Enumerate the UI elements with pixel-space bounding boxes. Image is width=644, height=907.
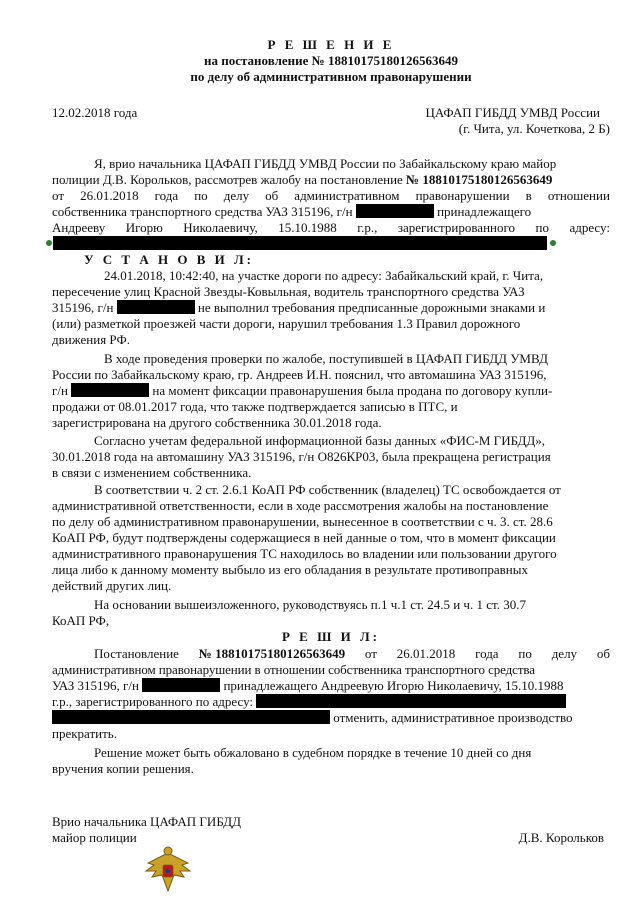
decided-line-5: отменить, административное производство: [52, 709, 610, 727]
established-p3-line-3: в связи с изменением собственника.: [52, 465, 252, 480]
decided-line-3: УАЗ 315196, г/н принадлежащего Андреевую Игорю Николаевичу, 15.10.1988: [52, 678, 564, 693]
decided-line-2: административном правонарушении в отношении собственника транспортного средства: [52, 662, 535, 677]
signatory-position-1: Врио начальника ЦАФАП ГИБДД: [52, 814, 242, 829]
established-p4-line-2: административной ответственности, если в ходе рассмотрения жалобы на постановление: [52, 498, 549, 513]
established-p2-line-4: продажи от 08.01.2017 года, что также подтверждается записью в ПТС, и: [52, 399, 458, 414]
established-p3-line-2: 30.01.2018 года на автомашину УАЗ 315196, г/н О826КР03, была прекращена регистрация: [52, 449, 551, 464]
established-p2-line-2: России по Забайкальскому краю, гр. Андреев И.Н. пояснил, что автомашина УАЗ 315196,: [52, 367, 547, 382]
established-p3-line-1: Согласно учетам федеральной информационной базы данных «ФИС-М ГИБДД»,: [94, 433, 546, 448]
appeal-line-2: вручения копии решения.: [52, 761, 194, 776]
decree-number: № 18810175180126563649: [198, 646, 346, 661]
decided-line-4: г.р., зарегистрированного по адресу:: [52, 693, 610, 711]
redacted-plate: [71, 383, 149, 397]
established-p4-line-1: В соответствии ч. 2 ст. 2.6.1 КоАП РФ собственник (владелец) ТС освобождается от: [94, 482, 561, 497]
redacted-plate: [142, 678, 220, 692]
redacted-plate: [117, 300, 195, 314]
redacted-address: [256, 694, 566, 708]
established-p5-line-2: КоАП РФ,: [52, 613, 110, 628]
signatory-position-2: майор полиции: [52, 830, 137, 845]
redaction-marker-right: [550, 240, 556, 246]
organization-address: (г. Чита, ул. Кочеткова, 2 Б): [458, 121, 610, 136]
section-heading-established: У С Т А Н О В И Л:: [84, 252, 255, 267]
decided-line-6: прекратить.: [52, 726, 117, 741]
established-p2-line-3: г/н на момент фиксации правонарушения была продана по договору купли-: [52, 383, 553, 398]
established-p1-line-2: пересечение улиц Красной Звезды-Ковыльная, водитель транспортного средства УАЗ: [52, 284, 525, 299]
decree-number: № 18810175180126563649: [406, 172, 553, 187]
established-p2-line-1: В ходе проведения проверки по жалобе, поступившей в ЦАФАП ГИБДД УМВД: [104, 351, 549, 366]
police-eagle-emblem-icon: [140, 843, 196, 904]
section-heading-decided: Р Е Ш И Л:: [281, 629, 380, 644]
document-subtitle-2: по делу об административном правонарушении: [190, 69, 472, 84]
redacted-address: [52, 710, 330, 724]
intro-line-5: Андрееву Игорю Николаевичу, 15.10.1988 г.р., зарегистрированного по адресу:: [52, 220, 610, 235]
document-title: Р Е Ш Е Н И Е: [267, 37, 395, 52]
redaction-marker-left: [46, 240, 52, 246]
document-subtitle-1: на постановление № 18810175180126563649: [204, 53, 458, 68]
established-p1-line-4: (или) разметкой проезжей части дороги, нарушил требования 1.3 Правил дорожного: [52, 316, 521, 331]
intro-line-3: от 26.01.2018 года по делу об административном правонарушении в отношении: [52, 188, 610, 203]
document-date: 12.02.2018 года: [52, 105, 138, 120]
intro-line-4: собственника транспортного средства УАЗ 315196, г/н принадлежащего: [52, 204, 532, 219]
established-p4-line-4: КоАП РФ, будут подтверждены содержащиеся в ней данные о том, что в момент фиксации: [52, 530, 556, 545]
established-p2-line-5: зарегистрирована на другого собственника 30.01.2018 года.: [52, 415, 382, 430]
established-p4-line-5: административного правонарушения ТС находилось во владении или пользовании другого: [52, 546, 557, 561]
appeal-line-1: Решение может быть обжаловано в судебном порядке в течение 10 дней со дня: [94, 745, 532, 760]
issuing-organization: ЦАФАП ГИБДД УМВД России: [425, 105, 600, 120]
redacted-address: [53, 236, 547, 250]
established-p5-line-1: На основании вышеизложенного, руководствуясь п.1 ч.1 ст. 24.5 и ч. 1 ст. 30.7: [94, 597, 526, 612]
established-p1-line-5: движения РФ.: [52, 332, 130, 347]
established-p4-line-7: действий других лиц.: [52, 578, 172, 593]
redacted-plate: [356, 204, 434, 218]
intro-line-1: Я, врио начальника ЦАФАП ГИБДД УМВД России по Забайкальскому краю майор: [94, 156, 557, 171]
established-p1-line-1: 24.01.2018, 10:42:40, на участке дороги по адресу: Забайкальский край, г. Чита,: [104, 268, 544, 283]
established-p1-line-3: 315196, г/н не выполнил требования предписанные дорожными знаками и: [52, 300, 546, 315]
decided-line-1: Постановление № 18810175180126563649 от 26.01.2018 года по делу об: [94, 646, 610, 661]
established-p4-line-3: по делу об административном правонарушении, вынесенное в соответствии с ч. 3. ст. 28.6: [52, 514, 553, 529]
established-p4-line-6: лица либо к данному моменту выбыло из его обладания в результате противоправных: [52, 562, 528, 577]
intro-line-2: полиции Д.В. Корольков, рассмотрев жалобу на постановление № 18810175180126563649: [52, 172, 553, 187]
signatory-name: Д.В. Корольков: [518, 830, 604, 845]
